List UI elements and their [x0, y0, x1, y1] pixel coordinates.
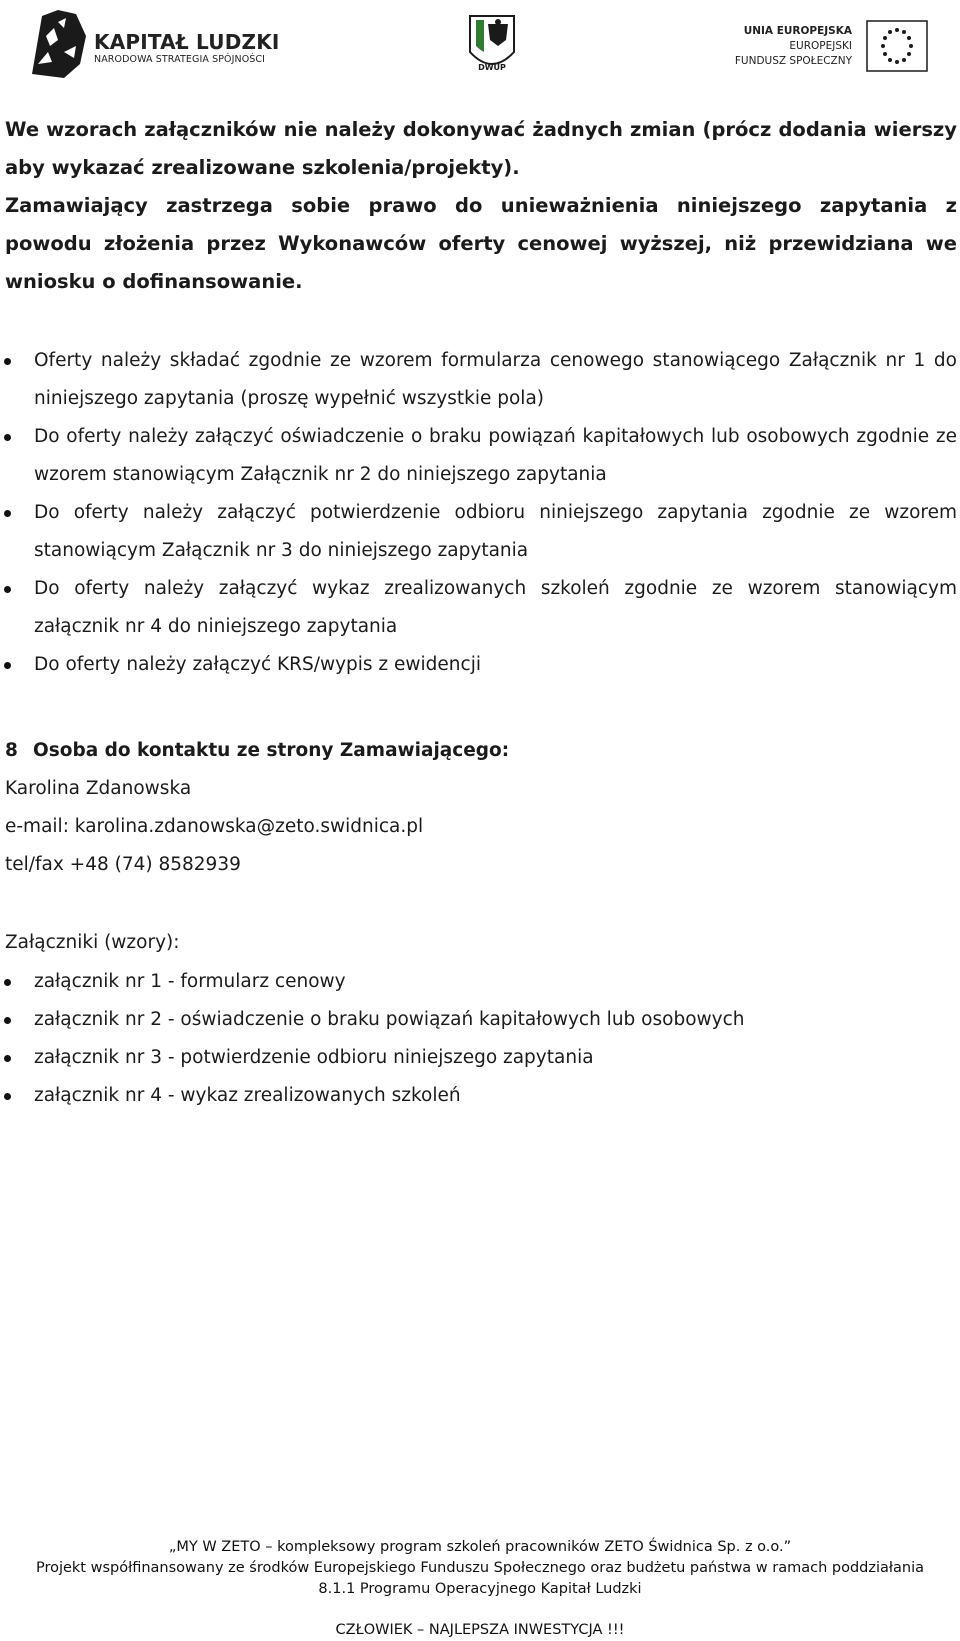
eu-line-1: UNIA EUROPEJSKA	[743, 25, 852, 37]
dwup-label: DWUP	[478, 63, 506, 72]
contact-phone: tel/fax +48 (74) 8582939	[5, 854, 241, 875]
bullet-icon	[4, 1055, 11, 1062]
list-item	[0, 342, 957, 418]
list-item	[0, 1001, 745, 1039]
list-item	[0, 1039, 745, 1077]
requirements-list	[0, 342, 960, 684]
list-item	[0, 646, 957, 684]
contact-heading-text: Osoba do kontaktu ze strony Zamawiającego:	[33, 740, 510, 761]
contact-email[interactable]: e-mail: karolina.zdanowska@zeto.swidnica.pl	[5, 816, 424, 837]
list-item	[0, 418, 957, 494]
bullet-icon	[4, 510, 11, 517]
contact-name: Karolina Zdanowska	[5, 778, 192, 799]
list-item-text: Do oferty należy załączyć wykaz zrealizowanych szkoleń zgodnie ze wzorem stanowiącym załącznik nr 4 do niniejszego zapytania	[34, 578, 957, 637]
bullet-icon	[4, 434, 11, 441]
footer-slogan: CZŁOWIEK – NAJLEPSZA INWESTYCJA !!!	[335, 1622, 625, 1638]
footer-funding-line: Projekt współfinansowany ze środków Europejskiego Funduszu Społecznego oraz budżetu państwa w ramach poddziałania	[35, 1560, 925, 1576]
contact-section	[5, 732, 509, 884]
intro-paragraph-2: Zamawiający zastrzega sobie prawo do unieważnienia niniejszego zapytania z powodu złożenia przez Wykonawców oferty cenowej wyższej, niż przewidziana we wniosku o dofinansowanie.	[5, 194, 957, 293]
intro-paragraph-1: We wzorach załączników nie należy dokonywać żadnych zmian (prócz dodania wierszy aby wykazać zrealizowane szkolenia/projekty).	[5, 118, 957, 179]
footer-program-title: „MY W ZETO – kompleksowy program szkoleń pracowników ZETO Świdnica Sp. z o.o.”	[168, 1539, 792, 1555]
strategy-subtitle: NARODOWA STRATEGIA SPÓJNOŚCI	[94, 54, 266, 65]
list-item-text: Do oferty należy załączyć KRS/wypis z ewidencji	[34, 654, 481, 675]
eu-line-2: EUROPEJSKI	[789, 40, 852, 52]
list-item-text: załącznik nr 1 - formularz cenowy	[34, 971, 346, 992]
kapital-ludzki-title: KAPITAŁ LUDZKI	[94, 30, 280, 54]
page-footer	[0, 1537, 960, 1641]
list-item-text: Oferty należy składać zgodnie ze wzorem formularza cenowego stanowiącego Załącznik nr 1 do niniejszego zapytania (proszę wypełnić wszystkie pola)	[34, 350, 957, 409]
contact-heading	[5, 732, 509, 770]
list-item	[0, 570, 957, 646]
eu-text	[735, 24, 852, 69]
bullet-icon	[4, 662, 11, 669]
footer-program-line: 8.1.1 Programu Operacyjnego Kapitał Ludzki	[318, 1581, 642, 1597]
list-item	[0, 1077, 745, 1115]
bullet-icon	[4, 979, 11, 986]
bullet-icon	[4, 358, 11, 365]
attachments-title: Załączniki (wzory):	[5, 932, 180, 953]
list-item-text: Do oferty należy załączyć potwierdzenie odbioru niniejszego zapytania zgodnie ze wzorem stanowiącym Załącznik nr 3 do niniejszego zapytania	[34, 502, 957, 561]
intro-section	[5, 111, 957, 301]
eu-flag-icon	[866, 20, 928, 72]
bullet-icon	[4, 1017, 11, 1024]
dwup-logo	[464, 12, 520, 76]
bullet-icon	[4, 586, 11, 593]
bullet-icon	[4, 1093, 11, 1100]
section-number: 8	[5, 740, 18, 761]
eu-line-3: FUNDUSZ SPOŁECZNY	[734, 55, 852, 67]
list-item	[0, 494, 957, 570]
list-item-text: załącznik nr 3 - potwierdzenie odbioru niniejszego zapytania	[34, 1047, 594, 1068]
list-item-text: załącznik nr 4 - wykaz zrealizowanych szkoleń	[34, 1085, 461, 1106]
list-item	[0, 963, 745, 1001]
attachments-list	[0, 963, 745, 1115]
list-item-text: załącznik nr 2 - oświadczenie o braku powiązań kapitałowych lub osobowych	[34, 1009, 745, 1030]
list-item-text: Do oferty należy załączyć oświadczenie o braku powiązań kapitałowych lub osobowych zgodnie ze wzorem stanowiącym Załącznik nr 2 do niniejszego zapytania	[34, 426, 957, 485]
